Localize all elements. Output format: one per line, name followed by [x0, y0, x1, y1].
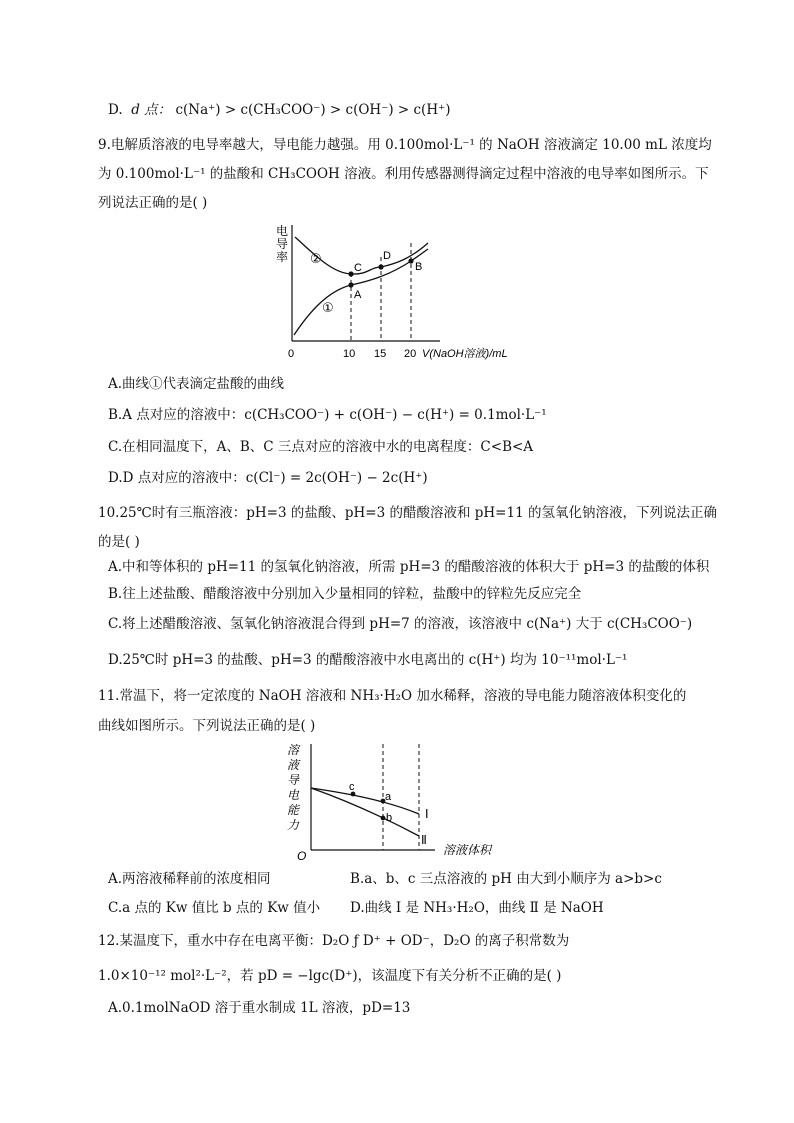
q9-label-a: A — [354, 289, 362, 301]
q11-label-c: c — [349, 781, 355, 793]
q11-stem-line2: 曲线如图所示。下列说法正确的是( ) — [98, 718, 316, 734]
q9-curve1-label: ① — [322, 300, 334, 315]
q9-xlabel: V(NaOH溶液)/mL — [422, 348, 508, 360]
q11-curve1-label: Ⅰ — [425, 807, 429, 821]
q9-option-a: A.曲线①代表滴定盐酸的曲线 — [108, 376, 285, 392]
q11-label-a: a — [385, 791, 392, 803]
q11-stem-line1: 11.常温下，将一定浓度的 NaOH 溶液和 NH₃·H₂O 加水稀释，溶液的导电能力随溶液体积变化的 — [98, 688, 687, 704]
q9-stem-line3: 列说法正确的是( ) — [98, 195, 208, 211]
q9-conductivity-figure — [270, 215, 530, 365]
q11-conductivity-figure — [285, 738, 515, 866]
q9-point-c — [348, 271, 353, 276]
q9-option-b: B.A 点对应的溶液中：c(CH₃COO⁻) + c(OH⁻) − c(H⁺) = 0.1mol·L⁻¹ — [108, 407, 547, 423]
q11-ylabel-char: 力 — [287, 818, 300, 832]
q12-option-a: A.0.1molNaOD 溶于重水制成 1L 溶液，pD=13 — [108, 1000, 411, 1016]
q11-ylabel-char: 导 — [287, 773, 300, 787]
q12-stem-line2: 1.0×10⁻¹² mol²·L⁻²，若 pD = −lgc(D⁺)，该温度下有关分析不正确的是( ) — [98, 968, 562, 984]
q11-origin: O — [297, 849, 307, 863]
q9-option-c: C.在相同温度下，A、B、C 三点对应的溶液中水的电离程度：C<B<A — [108, 439, 534, 455]
q9-label-d: D — [383, 250, 391, 262]
q11-ylabel-char: 电 — [287, 788, 300, 802]
q9-option-d: D.D 点对应的溶液中：c(Cl⁻) = 2c(OH⁻) − 2c(H⁺) — [108, 470, 428, 486]
q11-curve-2 — [311, 788, 419, 836]
q9-tick-10: 10 — [343, 348, 356, 360]
q9-curve2-label: ② — [310, 251, 322, 266]
q11-option-b: B.a、b、c 三点溶液的 pH 由大到小顺序为 a>b>c — [350, 871, 662, 887]
q11-option-c: C.a 点的 Kw 值比 b 点的 Kw 值小 — [108, 900, 321, 916]
q10-stem-line1: 10.25℃时有三瓶溶液：pH=3 的盐酸、pH=3 的醋酸溶液和 pH=11 的氢氧化钠溶液，下列说法正确 — [98, 505, 717, 521]
q11-option-d: D.曲线 Ⅰ 是 NH₃·H₂O，曲线 Ⅱ 是 NaOH — [350, 900, 604, 916]
q10-option-c: C.将上述醋酸溶液、氢氧化钠溶液混合得到 pH=7 的溶液，该溶液中 c(Na⁺) 大于 c(CH₃COO⁻) — [108, 616, 693, 632]
q10-option-b: B.往上述盐酸、醋酸溶液中分别加入少量相同的锌粒，盐酸中的锌粒先反应完全 — [108, 586, 582, 602]
q10-stem-line2: 的是( ) — [98, 534, 140, 550]
q11-ylabel — [287, 743, 301, 832]
q10-option-d: D.25℃时 pH=3 的盐酸、pH=3 的醋酸溶液中水电离出的 c(H⁺) 均为 10⁻¹¹mol·L⁻¹ — [108, 652, 628, 668]
q9-label-b: B — [415, 261, 423, 273]
q11-option-a: A.两溶液稀释前的浓度相同 — [108, 871, 271, 887]
q11-label-b: b — [386, 812, 393, 824]
q9-stem-line1: 9.电解质溶液的电导率越大，导电能力越强。用 0.100mol·L⁻¹ 的 NaOH 溶液滴定 10.00 mL 浓度均 — [98, 137, 712, 153]
q11-ylabel-char: 液 — [287, 758, 300, 772]
q9-ylabel-char: 导 — [276, 237, 289, 251]
q11-ylabel-char: 溶 — [287, 743, 300, 757]
q9-stem-line2: 为 0.100mol·L⁻¹ 的盐酸和 CH₃COOH 溶液。利用传感器测得滴定过程中溶液的电导率如图所示。下 — [98, 166, 709, 182]
q9-label-c: C — [354, 262, 362, 274]
q9-point-a — [348, 282, 353, 287]
q9-tick-0: 0 — [288, 348, 295, 360]
q8-option-d: D. d 点： c(Na⁺) > c(CH₃COO⁻) > c(OH⁻) > c(H⁺) — [108, 102, 451, 118]
q9-tick-20: 20 — [404, 348, 417, 360]
q12-stem-line1: 12.某温度下，重水中存在电离平衡：D₂O ƒ D⁺ + OD⁻，D₂O 的离子积常数为 — [98, 933, 570, 949]
q9-ylabel-char: 率 — [276, 250, 289, 264]
q11-xlabel: 溶液体积 — [443, 843, 492, 857]
q9-point-b — [408, 258, 413, 263]
q9-tick-15: 15 — [374, 348, 387, 360]
q11-curve2-label: Ⅱ — [421, 833, 427, 847]
q11-point-b — [381, 816, 386, 821]
q9-ylabel — [276, 223, 288, 264]
q10-option-a: A.中和等体积的 pH=11 的氢氧化钠溶液，所需 pH=3 的醋酸溶液的体积大于 pH=3 的盐酸的体积 — [108, 559, 710, 575]
q11-ylabel-char: 能 — [287, 803, 300, 817]
q9-point-d — [378, 264, 383, 269]
q9-ylabel-char: 电 — [276, 224, 289, 238]
